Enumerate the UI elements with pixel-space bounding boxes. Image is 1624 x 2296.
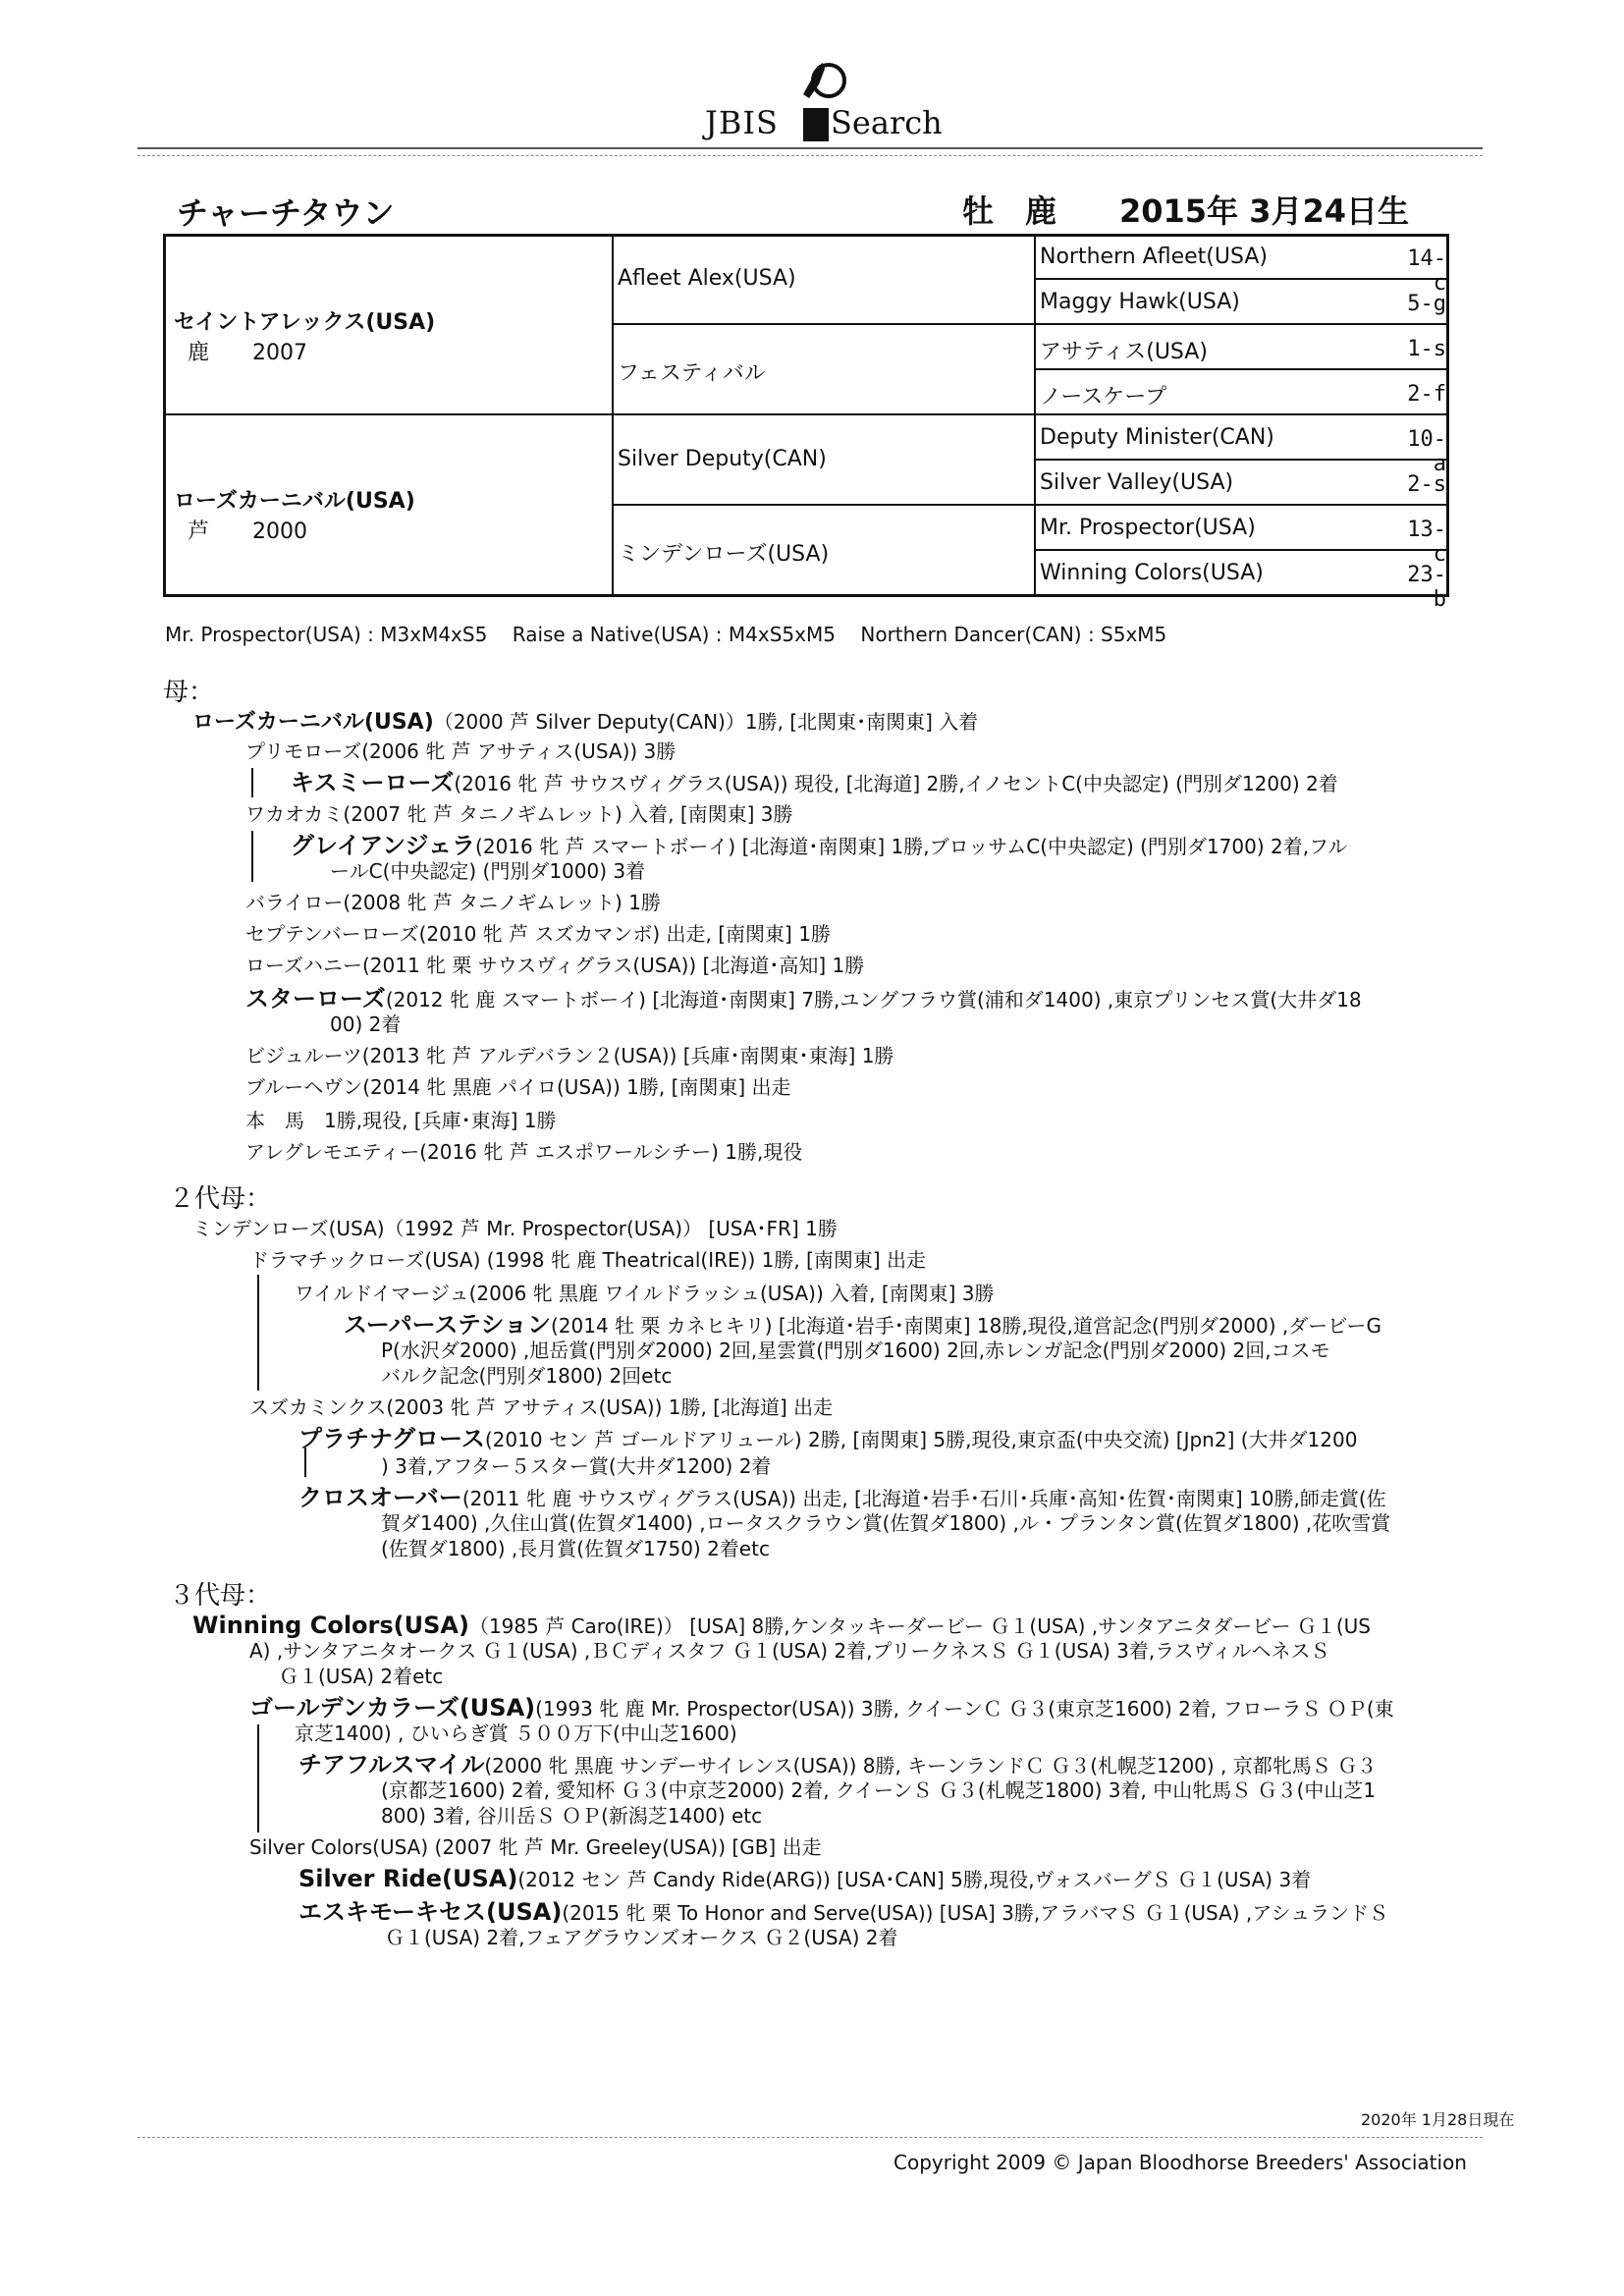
- family-line: バルク記念(門別ダ1800) 2回etc: [381, 1364, 673, 1388]
- header-rule: [137, 147, 1483, 149]
- family-line: グレイアンジェラ(2016 牝 芦 スマートボーイ) [北海道･南関東] 1勝,ブロッサムC(中央認定) (門別ダ1700) 2着,フル: [291, 832, 1348, 859]
- dam: ローズカーニバル(USA) 芦 2000: [174, 489, 415, 544]
- ped-g2-cell: Silver Deputy(CAN): [618, 447, 827, 471]
- section-2nd-dam: ２代母：: [169, 1184, 272, 1214]
- logo-jbis: JBIS: [705, 104, 779, 141]
- sire: セイントアレックス(USA) 鹿 2007: [174, 310, 436, 365]
- ped-g3-cell: ノースケープ: [1040, 385, 1167, 410]
- family-line: プリモローズ(2006 牝 芦 アサティス(USA)) 3勝: [245, 739, 677, 763]
- ped-g2-cell: フェスティバル: [618, 361, 766, 386]
- jbis-search-logo: [705, 55, 941, 143]
- family-line: 800) 3着, 谷川岳Ｓ ＯＰ(新潟芝1400) etc: [381, 1804, 763, 1828]
- family-line: チアフルスマイル(2000 牝 黒鹿 サンデーサイレンス(USA)) 8勝, キーンランドＣ Ｇ３(札幌芝1200) , 京都牝馬Ｓ Ｇ３: [298, 1751, 1378, 1778]
- family-number: 13-c: [1407, 518, 1446, 567]
- family-number: 1-s: [1407, 337, 1446, 361]
- ped-divider: [1034, 459, 1446, 461]
- family-line: Silver Colors(USA) (2007 牝 芦 Mr. Greeley(USA)) [GB] 出走: [249, 1835, 822, 1859]
- tree-line: [251, 831, 253, 882]
- section-dam: 母：: [163, 678, 215, 707]
- family-line: ローズカーニバル(USA)（2000 芦 Silver Deputy(CAN)）1勝, [北関東･南関東] 入着: [192, 710, 979, 735]
- family-number: 10-a: [1407, 427, 1446, 476]
- family-line: A) ,サンタアニタオークス Ｇ１(USA) ,ＢＣディスタフ Ｇ１(USA) 2着,プリークネスＳ Ｇ１(USA) 3着,ラスヴィルヘネスＳ: [249, 1639, 1330, 1663]
- logo-search: Search: [831, 104, 943, 141]
- family-line: スーパーステション(2014 牡 栗 カネヒキリ) [北海道･岩手･南関東] 18勝,現役,道営記念(門別ダ2000) ,ダービーG: [344, 1311, 1381, 1339]
- family-line: ールC(中央認定) (門別ダ1000) 3着: [330, 859, 646, 883]
- family-line: ワカオカミ(2007 牝 芦 タニノギムレット) 入着, [南関東] 3勝: [245, 802, 793, 826]
- family-line: ブルーヘヴン(2014 牝 黒鹿 パイロ(USA)) 1勝, [南関東] 出走: [245, 1075, 791, 1099]
- pedigree-table: [163, 234, 1449, 612]
- as-of-date: 2020年 1月28日現在: [1361, 2110, 1515, 2129]
- ped-g3-cell: Mr. Prospector(USA): [1040, 516, 1256, 540]
- ped-g3-cell: Winning Colors(USA): [1040, 561, 1264, 585]
- family-line: Winning Colors(USA)（1985 芦 Caro(IRE)） [USA] 8勝,ケンタッキーダービー Ｇ１(USA) ,サンタアニタダービー Ｇ１(US: [192, 1612, 1371, 1639]
- horse-name: チャーチタウン: [177, 194, 395, 232]
- tree-line: [257, 1724, 259, 1832]
- ped-divider: [166, 413, 1446, 415]
- ped-g3-cell: アサティス(USA): [1040, 340, 1208, 364]
- family-line: ) 3着,アフター５スター賞(大井ダ1200) 2着: [381, 1454, 772, 1478]
- ped-divider: [1034, 368, 1446, 370]
- family-line: ミンデンローズ(USA)（1992 芦 Mr. Prospector(USA)） [USA･FR] 1勝: [192, 1217, 838, 1240]
- family-line: ローズハニー(2011 牝 栗 サウスヴィグラス(USA)) [北海道･高知] 1勝: [245, 954, 865, 977]
- tree-line: [251, 768, 253, 797]
- ped-divider: [612, 504, 1446, 506]
- logo-box: [803, 108, 829, 141]
- family-number: 2-s: [1407, 472, 1446, 497]
- family-line: (佐賀ダ1800) ,長月賞(佐賀ダ1750) 2着etc: [381, 1537, 770, 1560]
- family-number: 14-c: [1407, 246, 1446, 296]
- family-line: スターローズ(2012 牝 鹿 スマートボーイ) [北海道･南関東] 7勝,ユングフラウ賞(浦和ダ1400) ,東京プリンセス賞(大井ダ18: [245, 985, 1362, 1012]
- family-number: 5-g: [1407, 292, 1446, 316]
- ped-g3-cell: Northern Afleet(USA): [1040, 245, 1268, 269]
- family-line: バライロー(2008 牝 芦 タニノギムレット) 1勝: [245, 891, 661, 914]
- family-line: エスキモーキセス(USA)(2015 牝 栗 To Honor and Serve(USA)) [USA] 3勝,アラバマＳ Ｇ１(USA) ,アシュランドＳ: [298, 1898, 1389, 1926]
- family-line: 京芝1400) , ひいらぎ賞 ５００万下(中山芝1600): [295, 1722, 737, 1745]
- ped-g3-cell: Silver Valley(USA): [1040, 470, 1234, 495]
- family-line: ビジュルーツ(2013 牝 芦 アルデバラン２(USA)) [兵庫･南関東･東海] 1勝: [245, 1044, 894, 1067]
- family-line: 本 馬 1勝,現役, [兵庫･東海] 1勝: [245, 1109, 557, 1132]
- family-line: プラチナグロース(2010 セン 芦 ゴールドアリュール) 2勝, [南関東] 5勝,現役,東京盃(中央交流) [Jpn2] (大井ダ1200: [298, 1425, 1358, 1452]
- family-line: セプテンバーローズ(2010 牝 芦 スズカマンボ) 出走, [南関東] 1勝: [245, 922, 831, 946]
- header-rule-dashed: [137, 155, 1483, 156]
- copyright: Copyright 2009 © Japan Bloodhorse Breeders' Association: [893, 2151, 1467, 2174]
- family-line: Ｇ１(USA) 2着,フェアグラウンズオークス Ｇ２(USA) 2着: [385, 1926, 898, 1949]
- footer-rule: [137, 2137, 1483, 2138]
- family-line: (京都芝1600) 2着, 愛知杯 Ｇ３(中京芝2000) 2着, クイーンＳ Ｇ３(札幌芝1800) 3着, 中山牝馬Ｓ Ｇ３(中山芝1: [381, 1778, 1377, 1802]
- family-line: Ｇ１(USA) 2着etc: [279, 1665, 444, 1688]
- family-line: ゴールデンカラーズ(USA)(1993 牝 鹿 Mr. Prospector(USA)) 3勝, クイーンＣ Ｇ３(東京芝1600) 2着, フローラＳ ＯＰ(東: [249, 1694, 1394, 1722]
- family-line: 賀ダ1400) ,久住山賞(佐賀ダ1400) ,ロータスクラウン賞(佐賀ダ1800) ,ル・プランタン賞(佐賀ダ1800) ,花吹雪賞: [381, 1511, 1391, 1535]
- ped-divider: [1034, 237, 1036, 594]
- family-number: 2-f: [1407, 382, 1446, 407]
- tree-line: [257, 1275, 259, 1391]
- family-line: キスミーローズ(2016 牝 芦 サウスヴィグラス(USA)) 現役, [北海道] 2勝,イノセントC(中央認定) (門別ダ1200) 2着: [291, 769, 1338, 796]
- family-line: 00) 2着: [330, 1012, 402, 1036]
- section-3rd-dam: ３代母：: [169, 1581, 272, 1611]
- family-line: P(水沢ダ2000) ,旭岳賞(門別ダ2000) 2回,星雲賞(門別ダ1600) 2回,赤レンガ記念(門別ダ2000) 2回,コスモ: [381, 1339, 1330, 1362]
- ped-g2-cell: ミンデンローズ(USA): [618, 542, 830, 567]
- ped-g2-cell: Afleet Alex(USA): [618, 266, 796, 291]
- family-line: Silver Ride(USA)(2012 セン 芦 Candy Ride(ARG)) [USA･CAN] 5勝,現役,ヴォスバーグＳ Ｇ１(USA) 3着: [298, 1865, 1312, 1892]
- horse-info: 牡 鹿 2015年 3月24日生: [962, 192, 1410, 230]
- ped-divider: [1034, 278, 1446, 280]
- ped-divider: [612, 237, 614, 594]
- family-line: ドラマチックローズ(USA) (1998 牝 鹿 Theatrical(IRE)) 1勝, [南関東] 出走: [249, 1248, 927, 1272]
- family-line: アレグレモエティー(2016 牝 芦 エスポワールシチー) 1勝,現役: [245, 1140, 803, 1164]
- inbreeding-line: Mr. Prospector(USA) : M3xM4xS5 Raise a Native(USA) : M4xS5xM5 Northern Dancer(CAN) : S5xM5: [165, 623, 1167, 646]
- ped-g3-cell: Deputy Minister(CAN): [1040, 425, 1274, 450]
- family-number: 23-b: [1407, 563, 1446, 612]
- family-line: スズカミンクス(2003 牝 芦 アサティス(USA)) 1勝, [北海道] 出走: [249, 1395, 834, 1419]
- family-line: クロスオーバー(2011 牝 鹿 サウスヴィグラス(USA)) 出走, [北海道･岩手･石川･兵庫･高知･佐賀･南関東] 10勝,師走賞(佐: [298, 1484, 1386, 1511]
- ped-divider: [612, 323, 1446, 325]
- ped-divider: [1034, 549, 1446, 551]
- family-line: ワイルドイマージュ(2006 牝 黒鹿 ワイルドラッシュ(USA)) 入着, [南関東] 3勝: [295, 1282, 995, 1305]
- ped-g3-cell: Maggy Hawk(USA): [1040, 290, 1240, 314]
